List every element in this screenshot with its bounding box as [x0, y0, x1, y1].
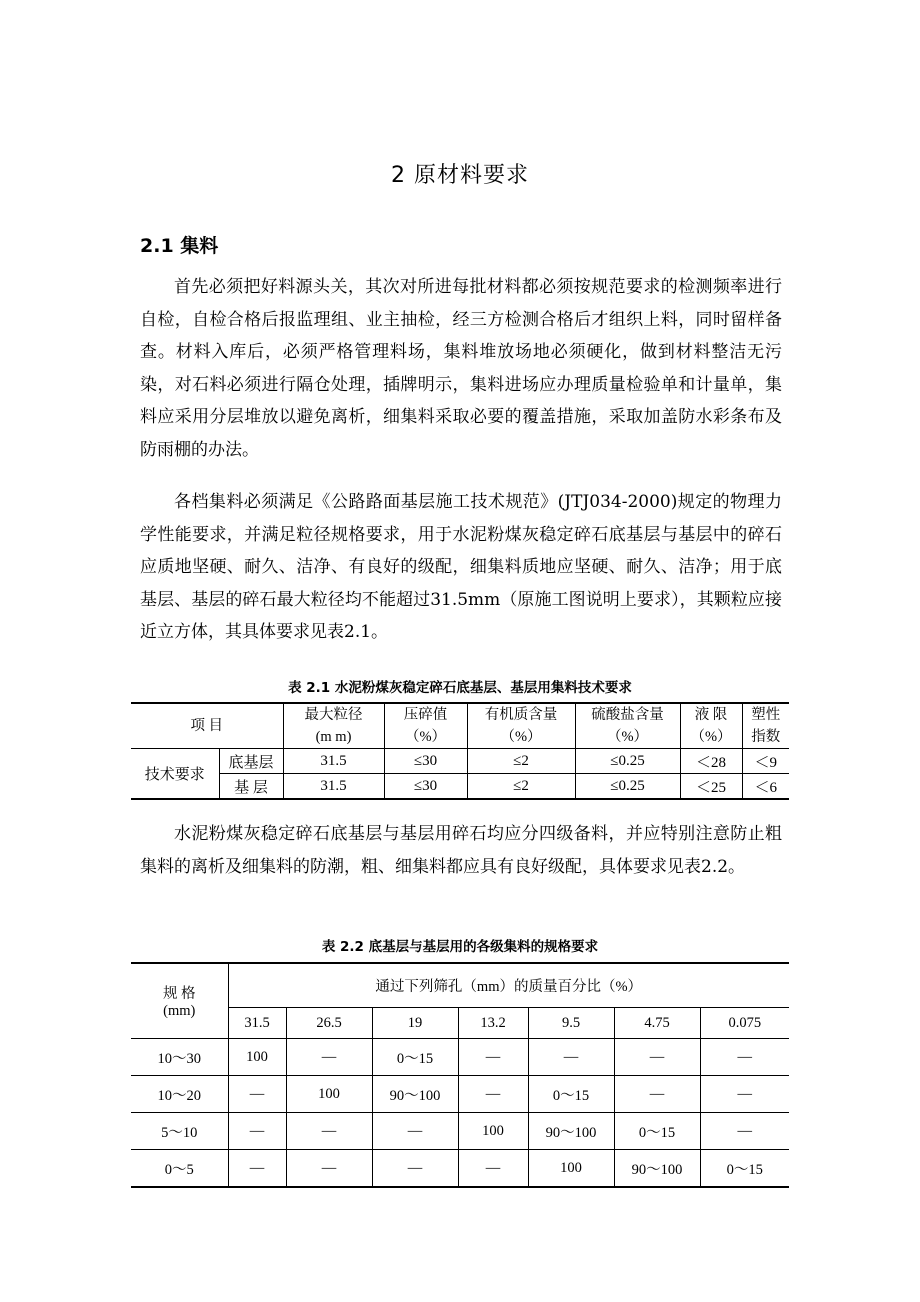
table-2-cell: —	[458, 1076, 528, 1113]
table-1-col-header: 硫酸盐含量 （%）	[575, 703, 680, 749]
table-1-cell: ≤2	[467, 749, 575, 774]
table-1-col-header: 有机质含量 （%）	[467, 703, 575, 749]
table-2-spec: 10～30	[131, 1039, 228, 1076]
table-2-cell: —	[228, 1076, 286, 1113]
table-1-row-label: 底基层	[219, 749, 283, 774]
paragraph-2: 各档集料必须满足《公路路面基层施工技术规范》(JTJ034-2000)规定的物理力学性能要求，并满足粒径规格要求，用于水泥粉煤灰稳定碎石底基层与基层中的碎石应质地坚硬、耐久、洁净、有良好的级配，细集料质地应坚硬、耐久、洁净；用于底基层、基层的碎石最大粒径均不能超过31.5mm（原施工图说明上要求），其颗粒应接近立方体，其具体要求见表2.1。	[140, 492, 782, 642]
table-1-cell: ≤30	[384, 774, 467, 800]
table-2-sieve: 0.075	[700, 1008, 789, 1039]
table-2-sieve: 26.5	[286, 1008, 372, 1039]
table-2	[131, 962, 789, 1188]
table-2-sieve: 31.5	[228, 1008, 286, 1039]
paragraph-3: 水泥粉煤灰稳定碎石底基层与基层用碎石均应分四级备料，并应特别注意防止粗集料的离析及细集料的防潮，粗、细集料都应具有良好级配，具体要求见表2.2。	[140, 824, 782, 877]
table-1	[131, 702, 789, 800]
table-1-cell: ＜28	[680, 749, 742, 774]
table-1-group-label: 技术要求	[131, 749, 219, 800]
table-2-spec-header: 规 格 (mm)	[131, 963, 228, 1039]
table-2-spec: 5～10	[131, 1113, 228, 1150]
table-2-sieve: 9.5	[528, 1008, 614, 1039]
table-1-row-label: 基 层	[219, 774, 283, 800]
table-1-cell: ＜25	[680, 774, 742, 800]
table-2-cell: —	[372, 1150, 458, 1188]
table-2-cell: 0～15	[614, 1113, 700, 1150]
table-1-caption: 表 2.1 水泥粉煤灰稳定碎石底基层、基层用集料技术要求	[288, 680, 632, 696]
table-1-cell: ≤0.25	[575, 749, 680, 774]
table-2-cell: —	[286, 1039, 372, 1076]
table-2-cell: —	[614, 1039, 700, 1076]
table-2-cell: —	[614, 1076, 700, 1113]
table-2-caption: 表 2.2 底基层与基层用的各级集料的规格要求	[321, 939, 599, 955]
table-2-pass-header: 通过下列筛孔（mm）的质量百分比（%）	[228, 963, 789, 1008]
table-2-cell: —	[700, 1113, 789, 1150]
table-2-cell: —	[286, 1113, 372, 1150]
table-1-cell: ＜6	[742, 774, 789, 800]
table-2-cell: 100	[228, 1039, 286, 1076]
table-1-cell: ＜9	[742, 749, 789, 774]
table-2-cell: 90～100	[372, 1076, 458, 1113]
table-2-cell: 90～100	[614, 1150, 700, 1188]
section-title: 2.1 集料	[140, 235, 219, 257]
table-2-cell: 100	[458, 1113, 528, 1150]
table-1-col-header: 液 限 （%）	[680, 703, 742, 749]
table-2-spec: 0～5	[131, 1150, 228, 1188]
chapter-title: 2 原材料要求	[391, 163, 529, 188]
table-2-cell: 90～100	[528, 1113, 614, 1150]
table-2-cell: —	[528, 1039, 614, 1076]
table-1-cell: 31.5	[283, 749, 384, 774]
table-2-cell: —	[372, 1113, 458, 1150]
table-2-sieve: 4.75	[614, 1008, 700, 1039]
paragraph-1: 首先必须把好料源头关，其次对所进每批材料都必须按规范要求的检测频率进行自检，自检合格后报监理组、业主抽检，经三方检测合格后才组织上料，同时留样备查。材料入库后，必须严格管理料场，集料堆放场地必须硬化，做到材料整洁无污染，对石料必须进行隔仓处理，插牌明示，集料进场应办理质量检验单和计量单，集料应采用分层堆放以避免离析，细集料采取必要的覆盖措施，采取加盖防水彩条布及防雨棚的办法。	[140, 277, 782, 460]
table-1-cell: 31.5	[283, 774, 384, 800]
table-2-cell: —	[700, 1076, 789, 1113]
table-1-item-header: 项 目	[131, 703, 283, 749]
table-2-cell: 100	[528, 1150, 614, 1188]
table-1-cell: ≤2	[467, 774, 575, 800]
table-1-col-header: 塑性 指数	[742, 703, 789, 749]
table-2-cell: 100	[286, 1076, 372, 1113]
table-1-cell: ≤30	[384, 749, 467, 774]
table-1-col-header: 最大粒径 (m m)	[283, 703, 384, 749]
table-2-cell: —	[458, 1150, 528, 1188]
table-2-spec: 10～20	[131, 1076, 228, 1113]
table-2-cell: 0～15	[372, 1039, 458, 1076]
table-1-col-header: 压碎值 （%）	[384, 703, 467, 749]
table-2-cell: 0～15	[528, 1076, 614, 1113]
table-2-sieve: 19	[372, 1008, 458, 1039]
table-2-cell: —	[700, 1039, 789, 1076]
table-1-cell: ≤0.25	[575, 774, 680, 800]
table-2-cell: —	[286, 1150, 372, 1188]
table-2-sieve: 13.2	[458, 1008, 528, 1039]
table-2-cell: —	[228, 1150, 286, 1188]
table-2-cell: —	[458, 1039, 528, 1076]
table-2-cell: 0～15	[700, 1150, 789, 1188]
table-2-cell: —	[228, 1113, 286, 1150]
